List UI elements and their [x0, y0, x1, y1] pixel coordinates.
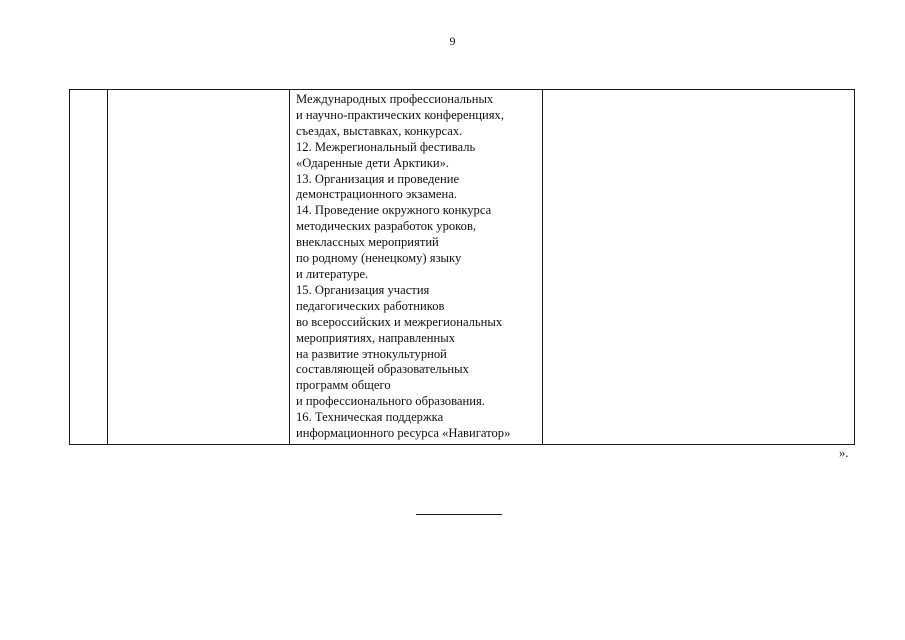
cell-line: и профессионального образования. — [296, 394, 485, 409]
cell-line: на развитие этнокультурной — [296, 346, 447, 361]
cell-line: внеклассных мероприятий — [296, 235, 439, 250]
document-table — [69, 89, 855, 445]
cell-line: информационного ресурса «Навигатор» — [296, 426, 511, 441]
table-column-divider — [289, 90, 290, 444]
page-number: 9 — [449, 34, 456, 48]
end-of-document-rule — [416, 514, 502, 515]
cell-line: съездах, выставках, конкурсах. — [296, 123, 463, 138]
cell-line: и литературе. — [296, 266, 369, 281]
cell-line: 14. Проведение окружного конкурса — [296, 203, 492, 218]
closing-quote: ». — [839, 446, 849, 460]
cell-line: мероприятиях, направленных — [296, 330, 456, 345]
cell-line: во всероссийских и межрегиональных — [296, 314, 503, 329]
cell-line: и научно-практических конференциях, — [296, 107, 504, 122]
table-column-divider — [107, 90, 108, 444]
cell-line: 13. Организация и проведение — [296, 171, 460, 186]
cell-line: «Одаренные дети Арктики». — [296, 155, 450, 170]
cell-line: 15. Организация участия — [296, 282, 430, 297]
cell-line: Международных профессиональных — [296, 92, 494, 106]
cell-line: программ общего — [296, 378, 391, 393]
cell-line: педагогических работников — [296, 298, 445, 313]
cell-line: по родному (ненецкому) языку — [296, 251, 462, 266]
cell-line: 12. Межрегиональный фестиваль — [296, 139, 476, 154]
cell-line: методических разработок уроков, — [296, 219, 477, 234]
cell-line: составляющей образовательных — [296, 362, 469, 377]
table-column-divider — [542, 90, 543, 444]
table-cell-measures — [296, 92, 540, 442]
cell-line: демонстрационного экзамена. — [296, 187, 457, 202]
cell-line: 16. Техническая поддержка — [296, 410, 444, 425]
